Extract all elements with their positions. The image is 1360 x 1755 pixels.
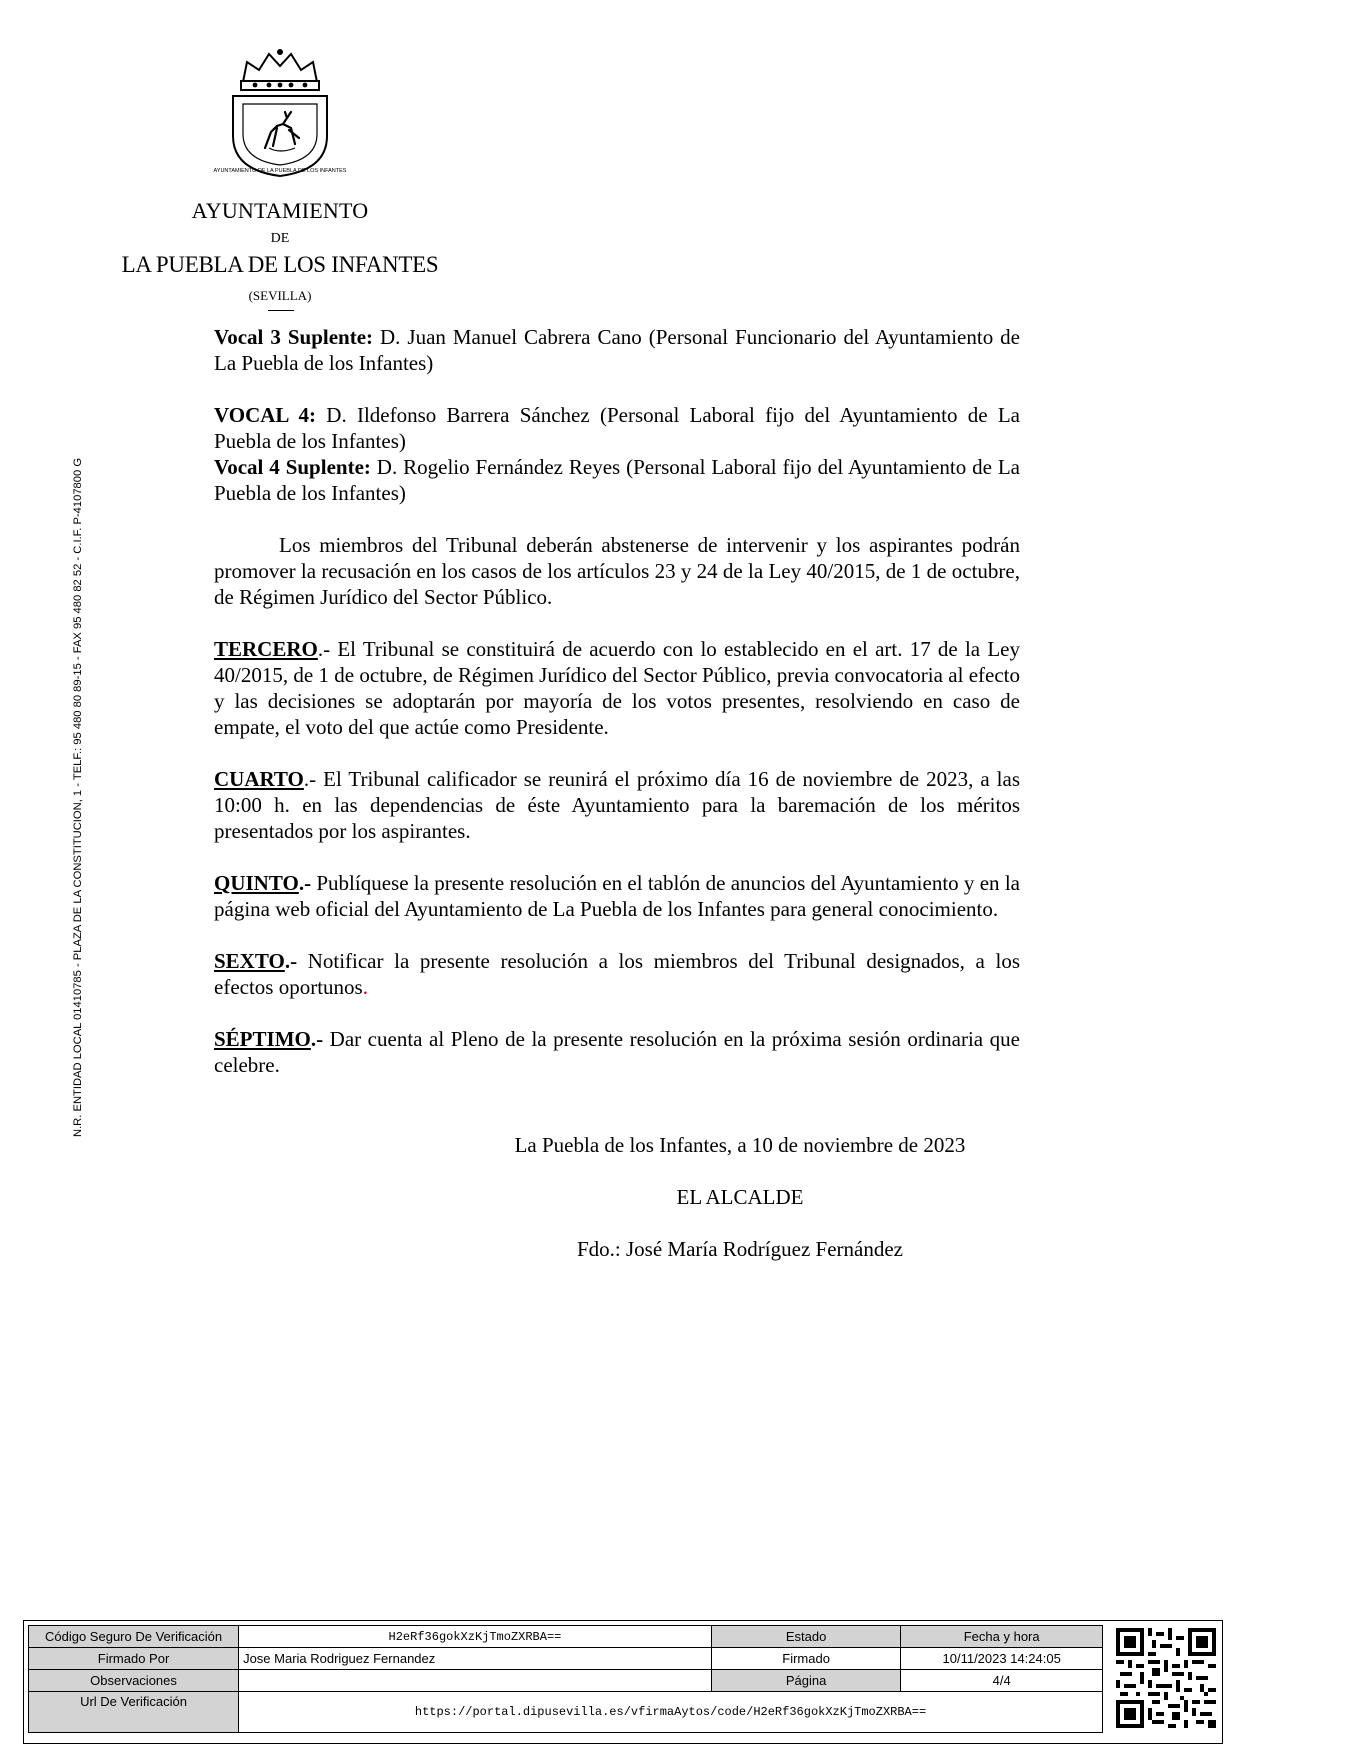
paragraph-tercero xyxy=(214,636,1020,740)
estado-label: Estado xyxy=(711,1626,901,1648)
firmado-por-value: Jose Maria Rodriguez Fernandez xyxy=(239,1648,712,1670)
header-title: AYUNTAMIENTO xyxy=(191,198,369,223)
fecha-value: 10/11/2023 14:24:05 xyxy=(901,1648,1103,1670)
paragraph-vocal4 xyxy=(214,402,1020,454)
sexto-text: Notificar la presente resolución a los miembros del Tribunal designados, a los efectos oportunos xyxy=(214,949,1020,999)
verification-footer xyxy=(23,1620,1223,1744)
septimo-text: Dar cuenta al Pleno de la presente resolución en la próxima sesión ordinaria que celebre. xyxy=(214,1027,1020,1077)
paragraph-cuarto xyxy=(214,766,1020,844)
vocal3-suplente-label: Vocal 3 Suplente: xyxy=(214,325,374,349)
cuarto-heading: CUARTO xyxy=(214,767,304,791)
signer-name: Fdo.: José María Rodríguez Fernández xyxy=(576,1237,903,1261)
septimo-heading: SÉPTIMO xyxy=(214,1027,311,1051)
signer-title: EL ALCALDE xyxy=(676,1185,804,1209)
header-province: (SEVILLA) xyxy=(248,288,312,303)
firmado-por-label: Firmado Por xyxy=(29,1648,239,1670)
vocal4-label: VOCAL 4: xyxy=(214,403,317,427)
sexto-heading: SEXTO xyxy=(214,949,285,973)
csv-label: Código Seguro De Verificación xyxy=(29,1626,239,1648)
svg-text:AYUNTAMIENTO DE LA PUEBLA DE L: AYUNTAMIENTO DE LA PUEBLA DE LOS INFANTES xyxy=(213,168,347,174)
place-date: La Puebla de los Infantes, a 10 de noviembre de 2023 xyxy=(514,1133,966,1157)
observaciones-value xyxy=(239,1670,712,1692)
header-de: DE xyxy=(270,231,290,246)
fecha-label: Fecha y hora xyxy=(901,1626,1103,1648)
csv-value: H2eRf36gokXzKjTmoZXRBA== xyxy=(239,1626,712,1648)
paragraph-vocal4-suplente xyxy=(214,454,1020,506)
estado-value: Firmado xyxy=(711,1648,901,1670)
septimo-separator: .- xyxy=(310,1027,324,1051)
tercero-heading: TERCERO xyxy=(214,637,318,661)
vocal4-suplente-text: D. Rogelio Fernández Reyes (Personal Laboral fijo del Ayuntamiento de La Puebla de los Infantes) xyxy=(214,455,1020,505)
sexto-end-dot: . xyxy=(362,975,368,999)
tercero-text: .- El Tribunal se constituirá de acuerdo con lo establecido en el art. 17 de la Ley 40/2015, de 1 de octubre, de Régimen Jurídico del Sector Público, previa convocatoria al efecto y las decisiones se adoptarán por mayoría de los votos presentes, resolviendo en caso de empate, el voto del que actúe como Presidente. xyxy=(214,637,1020,739)
municipal-crest-logo xyxy=(213,48,347,178)
vocal4-text: D. Ildefonso Barrera Sánchez (Personal Laboral fijo del Ayuntamiento de La Puebla de los Infantes) xyxy=(214,403,1020,453)
quinto-separator: .- xyxy=(298,871,312,895)
header-town: LA PUEBLA DE LOS INFANTES xyxy=(121,252,439,277)
paragraph-sexto xyxy=(214,948,1020,1000)
verification-table xyxy=(28,1625,1103,1733)
side-address-note: N.R. ENTIDAD LOCAL 01410785 - PLAZA DE LA CONSTITUCION, 1 - TELF.: 95 480 80 89-15 - FAX 95 480 82 52 - C.I.F. P-4107800 G xyxy=(72,457,84,1137)
paragraph-abstencion: Los miembros del Tribunal deberán abstenerse de intervenir y los aspirantes podrán promover la recusación en los casos de los artículos 23 y 24 de la Ley 40/2015, de 1 de octubre, de Régimen Jurídico del Sector Público. xyxy=(214,533,1020,609)
qr-code-icon xyxy=(1116,1628,1216,1728)
sexto-separator: .- xyxy=(284,949,298,973)
cuarto-text: .- El Tribunal calificador se reunirá el próximo día 16 de noviembre de 2023, a las 10:00 h. en las dependencias de éste Ayuntamiento para la baremación de los méritos presentados por los aspirantes. xyxy=(214,767,1020,843)
vocal3-suplente-text: D. Juan Manuel Cabrera Cano (Personal Funcionario del Ayuntamiento de La Puebla de los Infantes) xyxy=(214,325,1020,375)
quinto-text: Publíquese la presente resolución en el tablón de anuncios del Ayuntamiento y en la página web oficial del Ayuntamiento de La Puebla de los Infantes para general conocimiento. xyxy=(214,871,1020,921)
paragraph-quinto xyxy=(214,870,1020,922)
url-label: Url De Verificación xyxy=(29,1692,239,1733)
header-divider xyxy=(268,310,294,311)
quinto-heading: QUINTO xyxy=(214,871,299,895)
pagina-label: Página xyxy=(711,1670,901,1692)
pagina-value: 4/4 xyxy=(901,1670,1103,1692)
url-value[interactable]: https://portal.dipusevilla.es/vfirmaAytos/code/H2eRf36gokXzKjTmoZXRBA== xyxy=(239,1692,1103,1733)
document-body xyxy=(214,324,1020,1078)
paragraph-septimo xyxy=(214,1026,1020,1078)
vocal4-suplente-label: Vocal 4 Suplente: xyxy=(214,455,371,479)
observaciones-label: Observaciones xyxy=(29,1670,239,1692)
paragraph-vocal3-suplente xyxy=(214,324,1020,376)
